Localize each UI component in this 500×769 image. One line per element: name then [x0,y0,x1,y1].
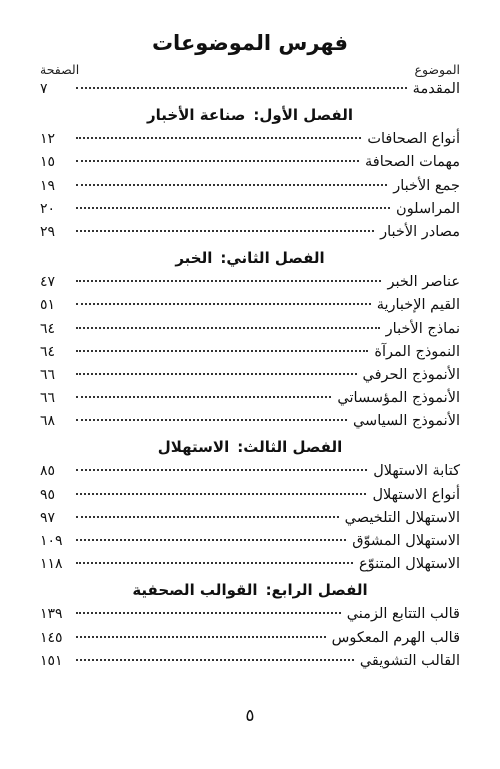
toc-entry[interactable] [36,603,464,626]
dot-leader [76,419,347,421]
toc-entry[interactable] [36,484,464,507]
dot-leader [76,350,368,352]
toc-entry-page: ٤٧ [40,274,56,291]
dot-leader [76,230,374,232]
toc-entry-page: ٦٤ [40,320,56,337]
toc-entry-page: ١٩ [40,177,56,194]
page-number: ٥ [245,706,255,726]
chapter-heading [36,434,464,460]
toc-entry-label: قالب الهرم المعكوس [331,629,460,646]
toc-entry[interactable] [36,128,464,151]
toc-chapters [36,102,464,673]
chapter-number: الفصل الأول: [253,106,353,125]
toc-entry-label: مصادر الأخبار [380,223,460,240]
toc-entry[interactable] [36,175,464,198]
toc-entry-label: المراسلون [396,200,460,217]
chapter-title: الخبر [175,249,213,268]
toc-entry[interactable] [36,410,464,433]
toc-entry-label: المقدمة [412,81,460,97]
toc-entry-intro[interactable] [36,78,464,101]
dot-leader [76,373,357,375]
dot-leader [76,539,346,541]
toc-entry-label: الأنموذج السياسي [352,413,460,430]
dot-leader [76,207,390,209]
toc-entry-label: القالب التشويقي [359,652,460,669]
toc-entry[interactable] [36,553,464,576]
toc-entry[interactable] [36,530,464,553]
toc-entry-label: أنواع الاستهلال [372,486,460,503]
toc-entry-label: النموذج المرآة [374,343,460,360]
toc-entry-label: الاستهلال التلخيصي [344,509,460,526]
dot-leader [76,396,331,398]
toc-entry[interactable] [36,151,464,174]
chapter-title: صناعة الأخبار [147,106,246,125]
toc-entry-page: ٦٦ [40,366,56,383]
toc-entry[interactable] [36,460,464,483]
toc-entry-page: ١٥ [40,154,56,171]
toc-entry-page: ١٣٩ [40,606,63,623]
toc-entry-label: كتابة الاستهلال [373,463,460,480]
toc-entry-page: ١٠٩ [40,533,63,549]
toc-entry-page: ٦٨ [40,413,56,430]
chapter-number: الفصل الثاني: [220,249,325,268]
toc-entry-page: ١٤٥ [40,629,63,646]
toc-entry-label: الأنموذج الحرفي [362,366,460,383]
toc-entry-page: ٢٩ [40,223,56,240]
dot-leader [76,303,371,305]
toc-entry-label: عناصر الخبر [387,274,460,291]
toc-entry[interactable] [36,198,464,221]
toc-entry-page: ٥١ [40,297,56,314]
chapter-number: الفصل الرابع: [265,581,368,600]
toc-entry-page: ١١٨ [40,556,63,573]
toc-entry-page: ٧ [40,81,48,97]
dot-leader [76,280,381,282]
toc-entry-label: الاستهلال المتنوّع [358,556,460,573]
toc-entry-page: ٩٧ [40,509,56,526]
toc-entry-label: مهمات الصحافة [364,154,460,171]
dot-leader [76,516,339,518]
chapter-heading [36,102,464,128]
chapter-heading [36,577,464,603]
topic-column-header: الموضوع [414,62,460,77]
toc-entry[interactable] [36,364,464,387]
toc-entry[interactable] [36,650,464,673]
dot-leader [76,562,353,564]
dot-leader [76,469,367,471]
dot-leader [76,636,326,638]
toc-entry-label: جمع الأخبار [393,177,460,194]
toc-entry-label: الاستهلال المشوّق [352,533,460,549]
toc-entry[interactable] [36,318,464,341]
toc-entry-page: ٩٥ [40,486,56,503]
dot-leader [76,659,354,661]
page-title: فهرس الموضوعات [151,31,349,55]
toc-entry-label: أنواع الصحافات [367,131,460,148]
toc-entry-page: ٢٠ [40,200,56,217]
dot-leader [76,137,361,139]
toc-entry-page: ٦٦ [40,390,56,407]
dot-leader [76,327,380,329]
toc-entry[interactable] [36,294,464,317]
toc-entry-page: ١٥١ [40,652,63,669]
chapter-title: القوالب الصحفية [132,581,258,600]
toc-entry-page: ٨٥ [40,463,56,480]
toc-entry-page: ٦٤ [40,343,56,360]
chapter-title: الاستهلال [157,438,230,457]
toc-entry-label: قالب التتابع الزمني [346,606,460,623]
toc-entry-label: نماذج الأخبار [385,320,460,337]
dot-leader [76,184,387,186]
dot-leader [76,612,341,614]
toc-entry[interactable] [36,271,464,294]
page-column-header: الصفحة [40,62,80,77]
toc-entry-label: القيم الإخبارية [376,297,460,314]
toc-entry[interactable] [36,627,464,650]
dot-leader [76,160,359,162]
toc-entry-page: ١٢ [40,131,56,148]
column-headers [36,62,464,78]
chapter-heading [36,245,464,271]
toc-entry[interactable] [36,387,464,410]
toc-entry-label: الأنموذج المؤسساتي [337,390,460,407]
dot-leader [76,493,366,495]
chapter-number: الفصل الثالث: [237,438,343,457]
toc-entry[interactable] [36,221,464,244]
toc-entry[interactable] [36,507,464,530]
toc-entry[interactable] [36,341,464,364]
dot-leader [76,87,407,89]
